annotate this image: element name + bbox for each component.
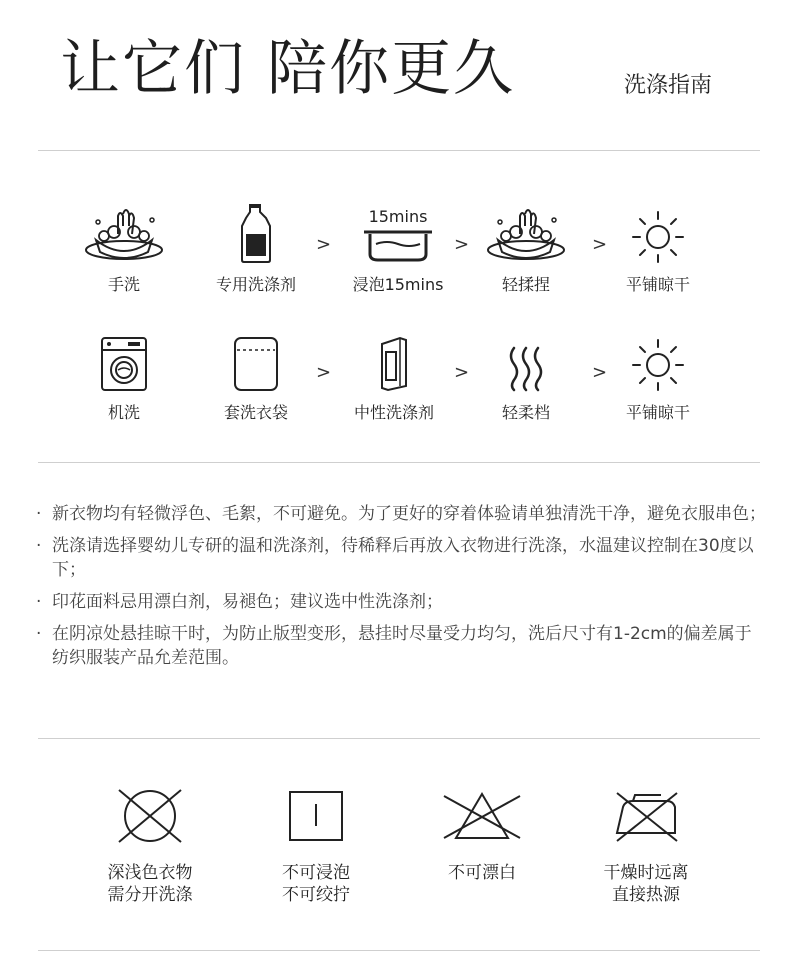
step-neutral-detergent <box>334 326 454 423</box>
divider <box>38 950 760 951</box>
arrow-icon: > <box>592 362 608 383</box>
arrow-icon: > <box>454 362 470 383</box>
do-not-tumble-dry-icon <box>115 788 185 844</box>
machine-wash-steps <box>0 326 790 436</box>
arrow-icon: > <box>592 234 608 255</box>
bullet: · <box>36 592 42 612</box>
soak-basin-icon <box>360 204 436 264</box>
laundry-bag-icon <box>233 336 279 392</box>
detergent-box-icon <box>378 334 410 392</box>
soak-time-text: 15mins <box>368 207 428 226</box>
care-symbol <box>402 784 562 884</box>
sun-icon <box>631 210 685 264</box>
note-text: 印花面料忌用漂白剂，易褪色；建议选中性洗涤剂； <box>52 592 443 612</box>
step-label: 套洗衣袋 <box>223 403 288 422</box>
do-not-bleach-icon <box>442 790 522 842</box>
note-text: 在阴凉处悬挂晾干时，为防止版型变形，悬挂时尽量受力均匀，洗后尺寸有1-2cm的偏差属于纺织服装产品允差范围。 <box>52 624 752 668</box>
step-label: 平铺晾干 <box>625 403 690 422</box>
step-label: 中性洗涤剂 <box>353 403 434 422</box>
note-item <box>36 502 766 526</box>
step-soak <box>338 198 458 295</box>
care-label: 干燥时远离 <box>603 863 689 883</box>
note-text: 新衣物均有轻微浮色、毛絮，不可避免。为了更好的穿着体验请单独清洗干净，避免衣服串色； <box>52 504 766 524</box>
step-lay-flat-dry <box>598 326 718 423</box>
washing-machine-icon <box>100 336 148 392</box>
sun-icon <box>631 338 685 392</box>
bullet: · <box>36 504 42 524</box>
care-label: 深浅色衣物 <box>107 863 193 883</box>
hand-wash-basin-icon <box>82 204 166 264</box>
care-label: 不可绞拧 <box>282 885 350 905</box>
hand-wash-basin-icon <box>484 204 568 264</box>
note-item <box>36 622 766 670</box>
step-label: 手洗 <box>107 275 140 294</box>
care-notes <box>36 502 766 678</box>
divider <box>38 738 760 739</box>
hand-wash-steps <box>0 198 790 308</box>
note-text: 洗涤请选择婴幼儿专研的温和洗涤剂，待稀释后再放入衣物进行洗涤，水温建议控制在30度以下； <box>52 536 754 580</box>
gentle-wave-icon <box>506 346 546 392</box>
care-label: 不可漂白 <box>448 863 516 883</box>
arrow-icon: > <box>316 234 332 255</box>
step-laundry-bag <box>196 326 316 423</box>
page-subtitle: 洗涤指南 <box>624 73 713 98</box>
step-gentle-knead <box>466 198 586 295</box>
note-item <box>36 534 766 582</box>
care-label: 需分开洗涤 <box>107 885 193 905</box>
arrow-icon: > <box>316 362 332 383</box>
step-hand-wash <box>64 198 184 295</box>
step-detergent <box>196 198 316 295</box>
step-gentle-cycle <box>466 326 586 423</box>
care-label: 直接热源 <box>612 885 680 905</box>
care-label: 不可浸泡 <box>282 863 350 883</box>
step-label: 浸泡15mins <box>352 275 444 294</box>
step-label: 轻揉捏 <box>501 275 550 294</box>
divider <box>38 150 760 151</box>
bullet: · <box>36 624 42 644</box>
detergent-bottle-icon <box>238 204 274 264</box>
care-symbol <box>566 784 726 906</box>
step-machine-wash <box>64 326 184 423</box>
step-label: 平铺晾干 <box>625 275 690 294</box>
care-symbol <box>70 784 230 906</box>
step-label: 专用洗涤剂 <box>215 275 296 294</box>
step-lay-flat-dry <box>598 198 718 295</box>
line-dry-box-icon <box>288 790 344 842</box>
bullet: · <box>36 536 42 556</box>
divider <box>38 462 760 463</box>
care-symbol <box>236 784 396 906</box>
do-not-iron-icon <box>611 789 681 843</box>
arrow-icon: > <box>454 234 470 255</box>
page-title: 让它们 陪你更久 <box>60 34 516 104</box>
note-item <box>36 590 766 614</box>
step-label: 轻柔档 <box>501 403 550 422</box>
step-label: 机洗 <box>107 403 140 422</box>
